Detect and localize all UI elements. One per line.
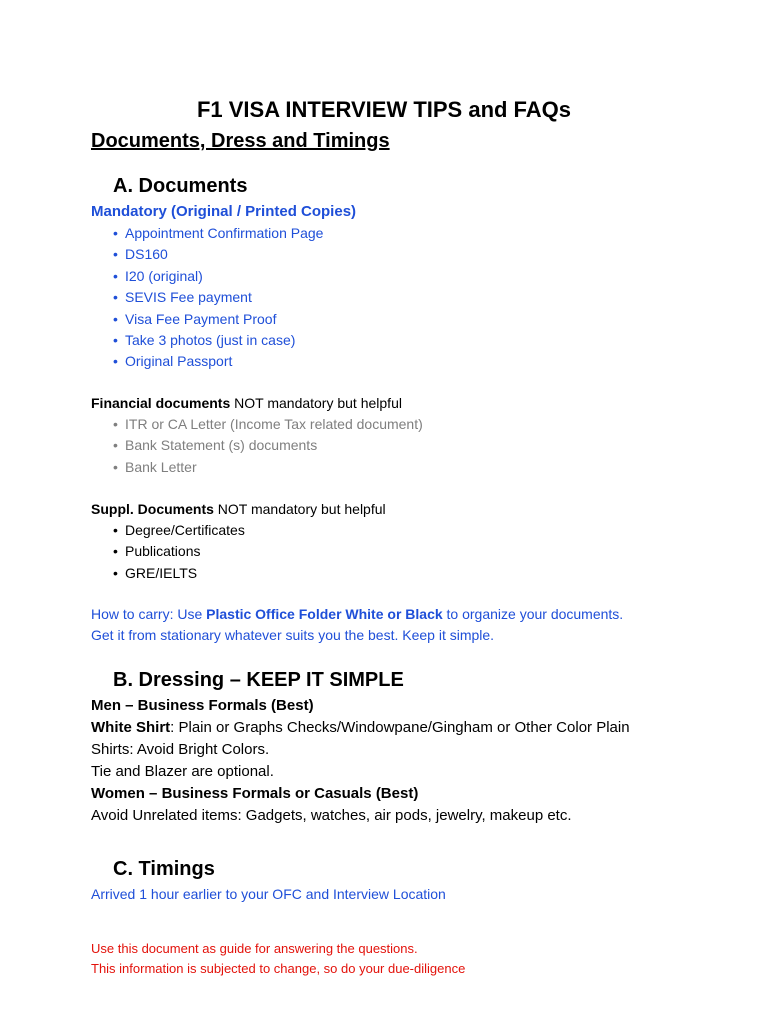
list-item: • Appointment Confirmation Page [113, 223, 323, 244]
list-item: • DS160 [113, 244, 323, 265]
bullet-icon: • [113, 437, 118, 454]
bullet-icon: • [113, 522, 118, 538]
carry-line: How to carry: Use Plastic Office Folder White or Black to organize your documents. [91, 606, 624, 622]
women-label: Women – Business Formals or Casuals (Best) [91, 785, 419, 802]
financial-list [113, 414, 423, 478]
bullet-icon: • [113, 225, 118, 241]
suppl-label-line [91, 499, 386, 519]
bullet-icon: • [113, 310, 118, 327]
suppl-note: NOT mandatory but helpful [213, 501, 386, 517]
mandatory-list [113, 223, 323, 373]
bullet-icon: • [113, 543, 118, 560]
list-item: • Publications [113, 541, 245, 562]
mandatory-label: Mandatory (Original / Printed Copies) [91, 203, 357, 220]
bullet-icon: • [113, 416, 118, 432]
white-shirt-line: White Shirt: Plain or Graphs Checks/Windowpane/Gingham or Other Color Plain [91, 719, 630, 736]
page-title: F1 VISA INTERVIEW TIPS and FAQs [196, 97, 572, 122]
list-item: • Take 3 photos (just in case) [113, 330, 323, 351]
financial-label: Financial documents [91, 395, 231, 411]
financial-note: NOT mandatory but helpful [230, 395, 402, 411]
disclaimer-line-1: Use this document as guide for answering the questions. [91, 941, 418, 956]
bullet-icon: • [113, 289, 118, 306]
avoid-line: Avoid Unrelated items: Gadgets, watches, air pods, jewelry, makeup etc. [91, 807, 572, 824]
list-item: • GRE/IELTS [113, 563, 245, 584]
disclaimer-line-2: This information is subjected to change, so do your due-diligence [91, 961, 466, 976]
men-label: Men – Business Formals (Best) [91, 697, 314, 714]
page-subtitle: Documents, Dress and Timings [91, 130, 390, 152]
bullet-icon: • [113, 246, 118, 263]
list-item: • Visa Fee Payment Proof [113, 309, 323, 330]
list-item: • I20 (original) [113, 266, 323, 287]
list-item: • Original Passport [113, 351, 323, 372]
arrive-line: Arrived 1 hour earlier to your OFC and Interview Location [91, 886, 446, 902]
list-item: • Degree/Certificates [113, 520, 245, 541]
bullet-icon: • [113, 267, 118, 284]
carry-folder-emphasis: Plastic Office Folder White or Black [206, 606, 443, 622]
suppl-list [113, 520, 245, 584]
shirts-line: Shirts: Avoid Bright Colors. [91, 741, 270, 758]
bullet-icon: • [113, 332, 118, 349]
section-b-heading: B. Dressing – KEEP IT SIMPLE [113, 669, 404, 691]
financial-label-line [91, 393, 402, 413]
section-c-heading: C. Timings [113, 858, 215, 880]
bullet-icon: • [113, 458, 118, 475]
white-shirt-label: White Shirt [91, 719, 171, 736]
list-item: • Bank Letter [113, 457, 423, 478]
suppl-label: Suppl. Documents [91, 501, 214, 517]
bullet-icon: • [113, 564, 118, 581]
tie-line: Tie and Blazer are optional. [91, 763, 274, 780]
carry-line-2: Get it from stationary whatever suits you the best. Keep it simple. [91, 627, 495, 643]
list-item: • SEVIS Fee payment [113, 287, 323, 308]
list-item: • ITR or CA Letter (Income Tax related document) [113, 414, 423, 435]
bullet-icon: • [113, 353, 118, 370]
list-item: • Bank Statement (s) documents [113, 435, 423, 456]
section-a-heading: A. Documents [113, 175, 248, 197]
